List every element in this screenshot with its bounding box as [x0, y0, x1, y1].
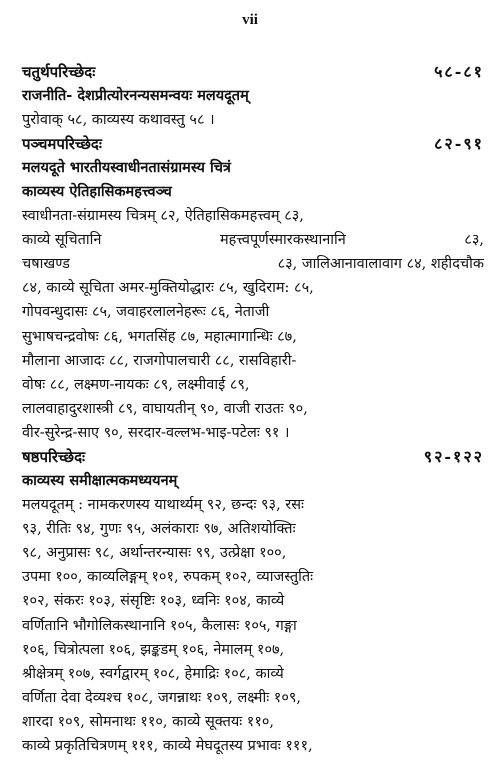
entry-line: मलयदूतम् : नामकरणस्य याथार्थ्यम् ९२, छन्दः ९३, रसः: [22, 497, 304, 514]
chapter-heading: [22, 60, 484, 84]
entry-line: सुभाषचन्द्रवोषः ८६, भगतसिंह ८७, महात्मागान्धिः ८७,: [22, 328, 297, 345]
entry-line: वीर-सुरेन्द्र-साए ९०, सरदार-वल्लभ-भाइ-पटेलः ९१ ।: [22, 424, 290, 441]
entry-line: मौलाना आजादः ८८, राजगोपालचारी ८८, रासविहारी-: [22, 352, 297, 369]
entry-line: वर्णिता देवा देव्यश्च १०८, जगन्नाथः १०९, लक्ष्मीः १०९,: [22, 689, 302, 706]
entry-line: श्रीक्षेत्रम् १०७, स्वर्गद्वारम् १०८, हेमाद्रिः १०८, काव्ये: [22, 665, 284, 682]
toc-section-6: [22, 445, 484, 758]
chapter-page-range: ५८-८१: [434, 62, 484, 81]
entry-line: काव्ये सूचितानि महत्त्वपूर्णस्मारकस्थानानि ८३,: [22, 232, 484, 249]
table-of-contents: [22, 60, 484, 758]
entry-line: ८४, काव्ये सूचिता अमर-मुक्तियोद्धारः ८५, खुदिराम: ८५,: [22, 280, 314, 297]
entry-line: १०६, चित्रोत्पला १०६, झङ्कडम् १०६, नेमालम् १०७,: [22, 641, 285, 658]
chapter-entries: [22, 204, 484, 445]
chapter-title: चतुर्थपरिच्छेदः: [22, 63, 96, 81]
chapter-entries: [22, 493, 484, 758]
chapter-topic: मलयदूते भारतीयस्वाधीनतासंग्रामस्य चित्रं: [22, 159, 231, 177]
entry-line: वर्णितानि भौगोलिकस्थानानि १०५, कैलासः १०५, गङ्गा: [22, 617, 297, 634]
entry-line: १०२, संकरः १०३, संसृष्टिः १०३, ध्वनिः १०४, काव्ये: [22, 593, 285, 610]
toc-section-5: [22, 132, 484, 445]
chapter-heading: [22, 445, 484, 469]
chapter-page-range: ८२-९१: [434, 134, 484, 154]
entry-line: स्वाधीनता-संग्रामस्य चित्रम् ८२, ऐतिहासिकमहत्त्वम् ८३,: [22, 208, 304, 225]
chapter-page-range: ९२-१२२: [423, 447, 484, 467]
entry-line: लालवाहादुरशास्त्री ८९, वाघायतीन् ९०, वाजी राउतः ९०,: [22, 400, 308, 417]
chapter-title: षष्ठपरिच्छेदः: [22, 448, 86, 467]
entry-line: गोपवन्धुदासः ८५, जवाहरलालनेहरूः ८६, नेताजी: [22, 304, 270, 321]
entry-line: चषाखण्ड ८३, जालिआनावालावाग ८४, शहीदचौक: [22, 256, 484, 273]
entry-line: उपमा १००, काव्यलिङ्गम् १०१, रुपकम् १०२, व्याजस्तुतिः: [22, 569, 314, 586]
entry-line: ९८, अनुप्रासः ९८, अर्थान्तरन्यासः ९९, उत्प्रेक्षा १००,: [22, 545, 287, 562]
toc-section-4: [22, 60, 484, 132]
entry-line: पुरोवाक् ५८, काव्यस्य कथावस्तु ५८ ।: [22, 112, 215, 128]
chapter-topic: काव्यस्य समीक्षात्मकमध्ययनम्: [22, 472, 178, 490]
chapter-entries: [22, 108, 484, 132]
chapter-title: पञ्चमपरिच्छेदः: [22, 135, 102, 154]
page-number: vii: [242, 12, 258, 28]
entry-line: शारदा १०९, सोमनाथः ११०, काव्ये सूक्तयः ११०,: [22, 713, 275, 730]
chapter-topic: राजनीति- देशप्रीत्योरनन्यसमन्वयः मलयदूतम्: [22, 87, 249, 104]
entry-line: ९३, रीतिः ९४, गुणः ९५, अलंकाराः ९७, अतिशयोक्तिः: [22, 521, 296, 538]
chapter-heading: [22, 132, 484, 156]
chapter-topic: काव्यस्य ऐतिहासिकमहत्त्वञ्च: [22, 183, 172, 201]
entry-line: वोषः ८८, लक्ष्मण-नायकः ८९, लक्ष्मीवाई ८९,: [22, 376, 250, 393]
entry-line: काव्ये प्रकृतिचित्रणम् १११, काव्ये मेघदूतस्य प्रभावः १११,: [22, 737, 313, 754]
